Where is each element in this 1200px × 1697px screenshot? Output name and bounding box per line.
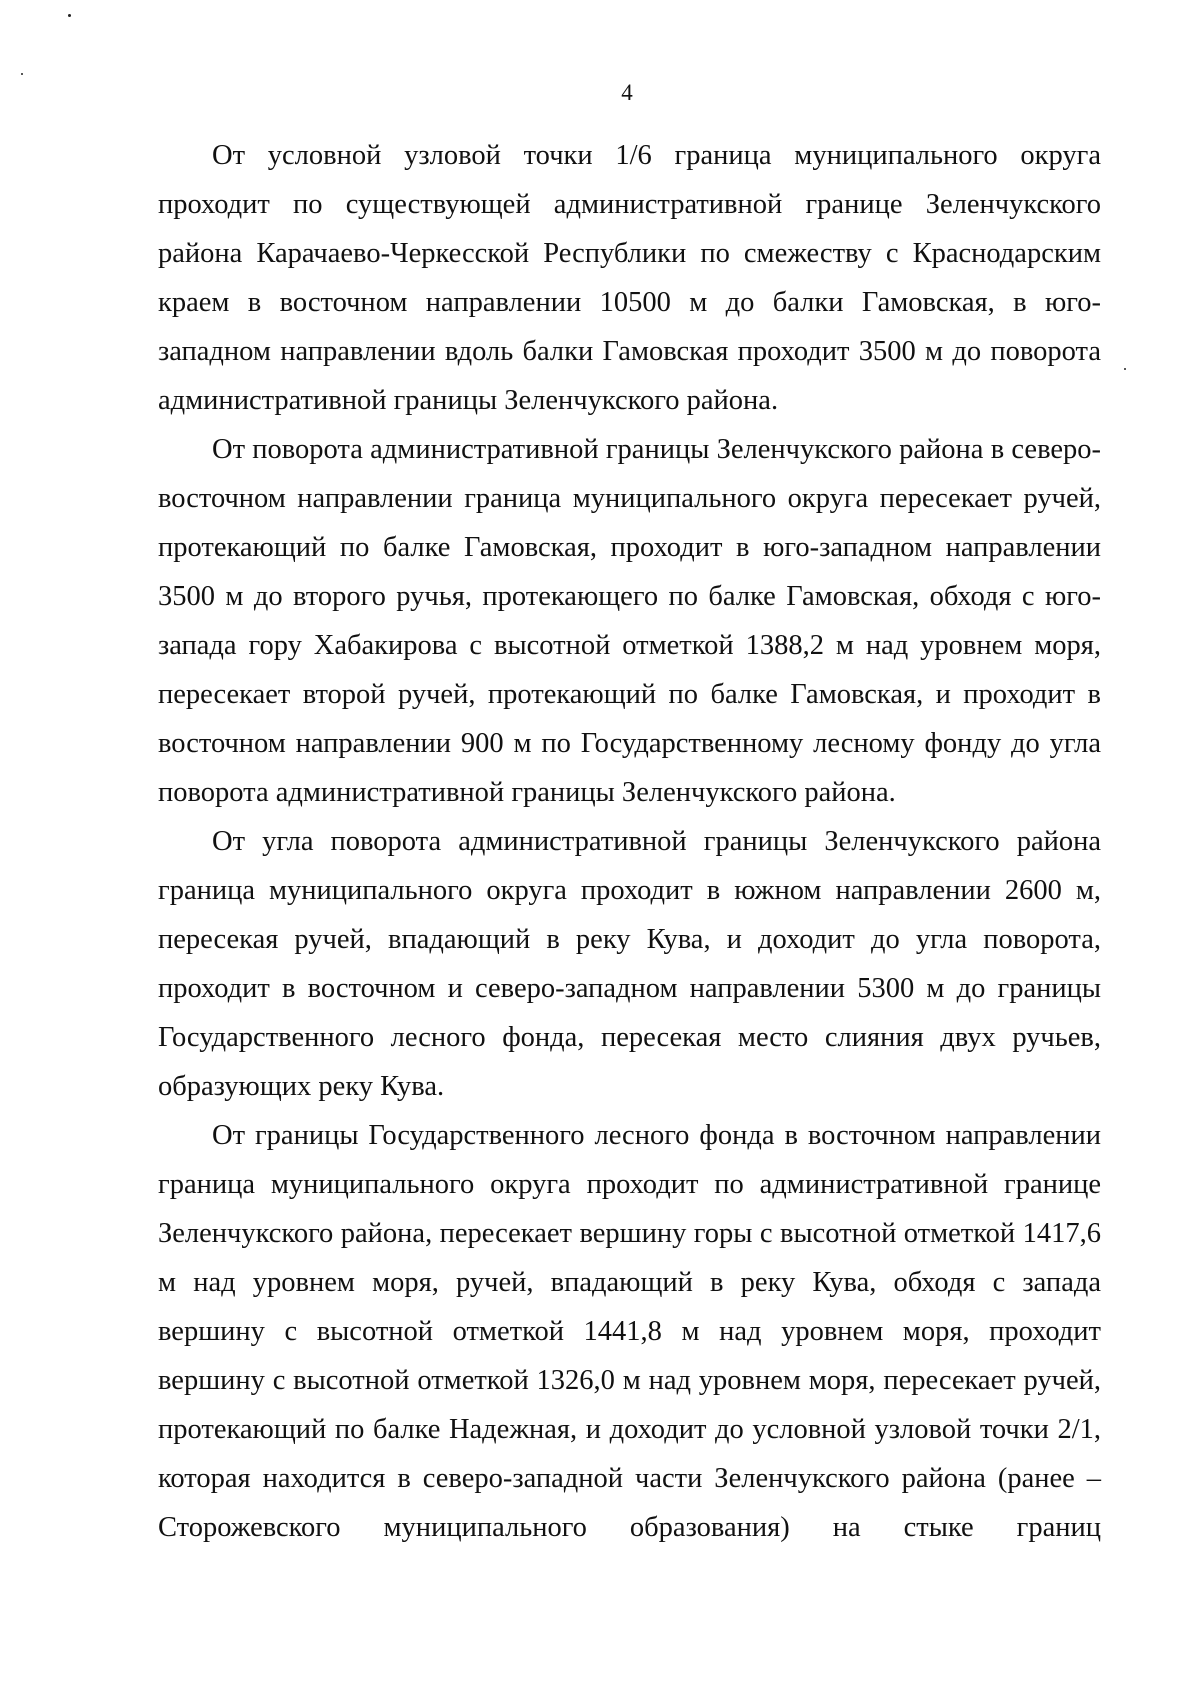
paragraph: От границы Государственного лесного фонда в восточном направлении граница муниципального округа проходит по административной границе Зеленчукского района, пересекает вершину горы с высотной отметкой 1417,6 м над уровнем моря, ручей, впадающий в реку Кува, обходя с запада вершину с высотной отметкой 1441,8 м над уровнем моря, проходит вершину с высотной отметкой 1326,0 м над уровнем моря, пересекает ручей, протекающий по балке Надежная, и доходит до условной узловой точки 2/1, которая находится в северо-западной части Зеленчукского района (ранее – Сторожевского муниципального образования) на стыке границ <box>158 1120 1101 1543</box>
scan-speck <box>68 14 71 17</box>
paragraph: От условной узловой точки 1/6 граница муниципального округа проходит по существующей административной границе Зеленчукского района Карачаево-Черкесской Республики по смежеству с Краснодарским краем в восточном направлении 10500 м до балки Гамовская, в юго-западном направлении вдоль балки Гамовская проходит 3500 м до поворота административной границы Зеленчукского района. <box>158 140 1101 416</box>
document-body <box>158 131 1101 1552</box>
page-number: 4 <box>621 80 633 105</box>
scan-speck <box>1124 368 1126 370</box>
paragraph: От угла поворота административной границы Зеленчукского района граница муниципального округа проходит в южном направлении 2600 м, пересекая ручей, впадающий в реку Кува, и доходит до угла поворота, проходит в восточном и северо-западном направлении 5300 м до границы Государственного лесного фонда, пересекая место слияния двух ручьев, образующих реку Кува. <box>158 826 1101 1102</box>
scan-speck <box>21 73 23 75</box>
paragraph: От поворота административной границы Зеленчукского района в северо-восточном направлении граница муниципального округа пересекает ручей, протекающий по балке Гамовская, проходит в юго-западном направлении 3500 м до второго ручья, протекающего по балке Гамовская, обходя с юго-запада гору Хабакирова с высотной отметкой 1388,2 м над уровнем моря, пересекает второй ручей, протекающий по балке Гамовская, и проходит в восточном направлении 900 м по Государственному лесному фонду до угла поворота административной границы Зеленчукского района. <box>158 434 1101 808</box>
